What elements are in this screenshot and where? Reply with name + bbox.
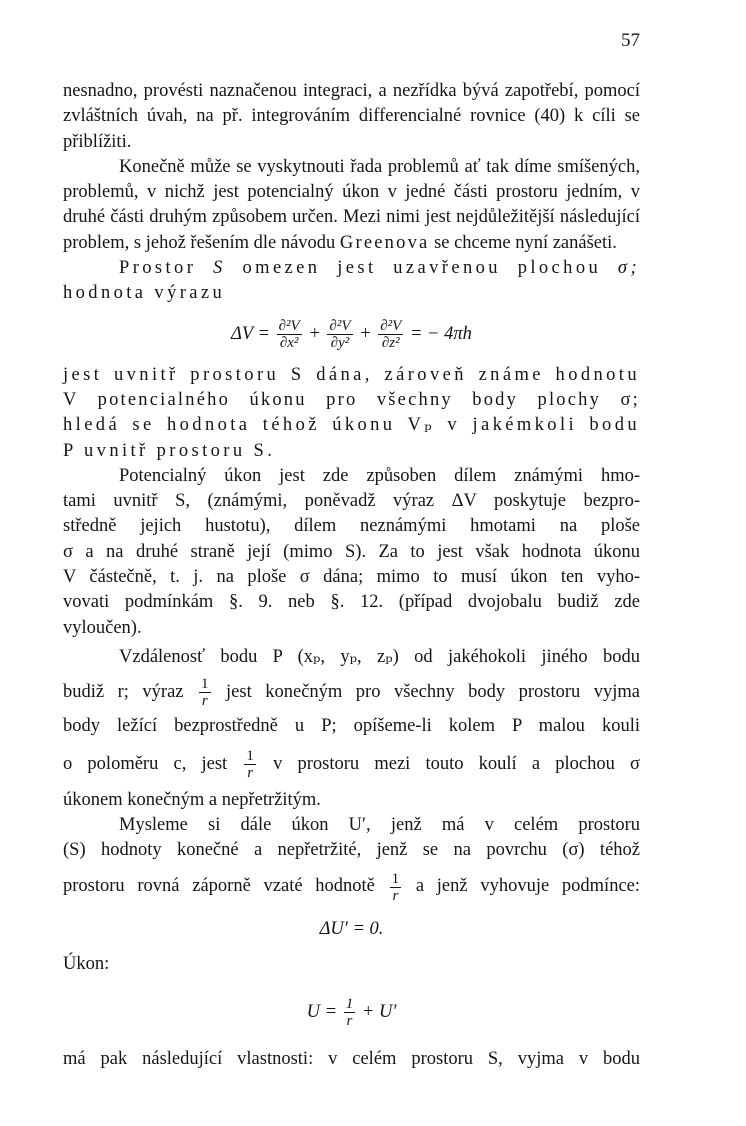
eq1-lhs: ΔV = xyxy=(231,323,270,344)
paragraph-5-line-7: vyloučen). xyxy=(63,617,142,638)
paragraph-3-line-2: hodnota výrazu xyxy=(63,283,226,304)
paragraph-5-line-2: tami uvnitř S, (známými, poněvadž výraz ΔV poskytuje bezpro- xyxy=(63,491,640,512)
paragraph-4-line-1: jest uvnitř prostoru S dána, zároveň známe hodnotu xyxy=(63,364,640,385)
paragraph-6-line-2: budiž r; výraz $\frac{1}{r}$ jest konečným pro všechny body prostoru vyjma xyxy=(63,676,641,710)
frac-one-over-r-2: $\frac{1}{r}$ xyxy=(246,747,254,781)
eq3-frac: $\frac{1}{r}$ xyxy=(345,996,354,1030)
eq1-rhs: = − 4πh xyxy=(409,323,472,344)
ukon-label-row xyxy=(63,943,640,987)
paragraph-6-line-1: Vzdálenosť bodu P (xₚ, yₚ, zₚ) od jakéhokoli jiného bodu xyxy=(119,646,640,667)
paragraph-2-text: Konečně může se vyskytnouti řada problemů ať tak díme smíšených, problemů, v nichž jest potencialný úkon v jedné části prostoru jedním, v druhé části druhým způsobem určen. Mezi nimi jest nejdůležitější následující problem, s jehož řešením dle návodu xyxy=(63,156,640,253)
page-body xyxy=(63,79,640,1072)
paragraph-3-rest: omezen jest uzavřenou plochou xyxy=(242,258,602,279)
frac-one-over-r-3: $\frac{1}{r}$ xyxy=(391,870,400,904)
paragraph-4-line-4: P uvnitř prostoru S. xyxy=(63,440,276,461)
paragraph-7-line-1: Mysleme si dále úkon U′, jenž má v celém prostoru xyxy=(119,814,640,835)
paragraph-2-end: se chceme nyní zanášeti. xyxy=(429,232,617,253)
paragraph-6-line-3: body ležící bezprostředně u P; opíšeme-li kolem P malou kouli xyxy=(63,716,640,737)
prostor-word: Prostor xyxy=(119,258,197,279)
eq1-frac-x: $\frac{\text{∂²V}}{\text{∂x²}}$ xyxy=(278,318,300,352)
paragraph-6-line-4: o poloměru c, jest $\frac{1}{r}$ v prostoru mezi touto koulí a plochou σ xyxy=(63,747,641,781)
paragraph-2 xyxy=(63,155,640,256)
paragraph-5-line-1: Potencialný úkon jest zde způsoben dílem známými hmo- xyxy=(119,465,640,486)
symbol-S: S xyxy=(213,258,226,279)
page-number: 57 xyxy=(621,30,640,51)
eq1-frac-y: $\frac{\text{∂²V}}{\text{∂y²}}$ xyxy=(329,318,351,352)
frac-one-over-r: $\frac{1}{r}$ xyxy=(201,676,209,710)
paragraph-6-line-5: úkonem konečným a nepřetržitým. xyxy=(63,789,321,810)
paragraph-8: má pak následující vlastnosti: v celém prostoru S, vyjma v bodu xyxy=(63,1048,640,1069)
equation-u: U = $\frac{1}{r}$ + U′ xyxy=(306,996,397,1030)
paragraph-5-line-3: středně jejich hustotu), dílem neznámými hmotami na ploše xyxy=(63,516,640,537)
paragraph-5-line-4: σ a na druhé straně její (mimo S). Za to jest však hodnota úkonu xyxy=(63,541,640,562)
equation-laplace: ΔV = $\frac{\text{∂²V}}{\text{∂x²}}$ + $\frac{\text{∂²V}}{\text{∂y²}}$ + $\frac{\text{∂²V}}{\text{∂z²}}$ = − 4πh xyxy=(231,318,472,352)
paragraph-4-line-3: hledá se hodnota téhož úkonu Vₚ v jakémkoli bodu xyxy=(63,415,640,436)
ukon-label: Úkon: xyxy=(63,954,110,975)
paragraph-4-line-2: V potencialného úkonu pro všechny body plochy σ; xyxy=(63,389,640,410)
paragraph-7-line-2: (S) hodnoty konečné a nepřetržité, jenž se na povrchu (σ) téhož xyxy=(63,840,640,861)
green-name: Greenova xyxy=(339,232,430,253)
paragraph-1: nesnadno, provésti naznačenou integraci, a nezřídka bývá zapotřebí, pomocí zvláštních úvah, na př. integrováním differencialné rovnice (40) k cíli se přiblížiti. xyxy=(63,81,640,152)
paragraph-5-line-5: V částečně, t. j. na ploše σ dána; mimo to musí úkon ten vyho- xyxy=(63,567,640,588)
paragraph-5-line-6: vovati podmínkám §. 9. neb §. 12. (případ dvojobalu budiž zde xyxy=(63,592,640,613)
eq1-frac-z: $\frac{\text{∂²V}}{\text{∂z²}}$ xyxy=(380,318,402,352)
equation-delta-u: ΔU′ = 0. xyxy=(319,919,384,940)
paragraph-3-line-1 xyxy=(63,256,640,281)
symbol-sigma: σ; xyxy=(617,258,641,279)
paragraph-7-line-3: prostoru rovná záporně vzaté hodnotě $\frac{1}{r}$ a jenž vyhovuje podmínce: xyxy=(63,870,641,904)
